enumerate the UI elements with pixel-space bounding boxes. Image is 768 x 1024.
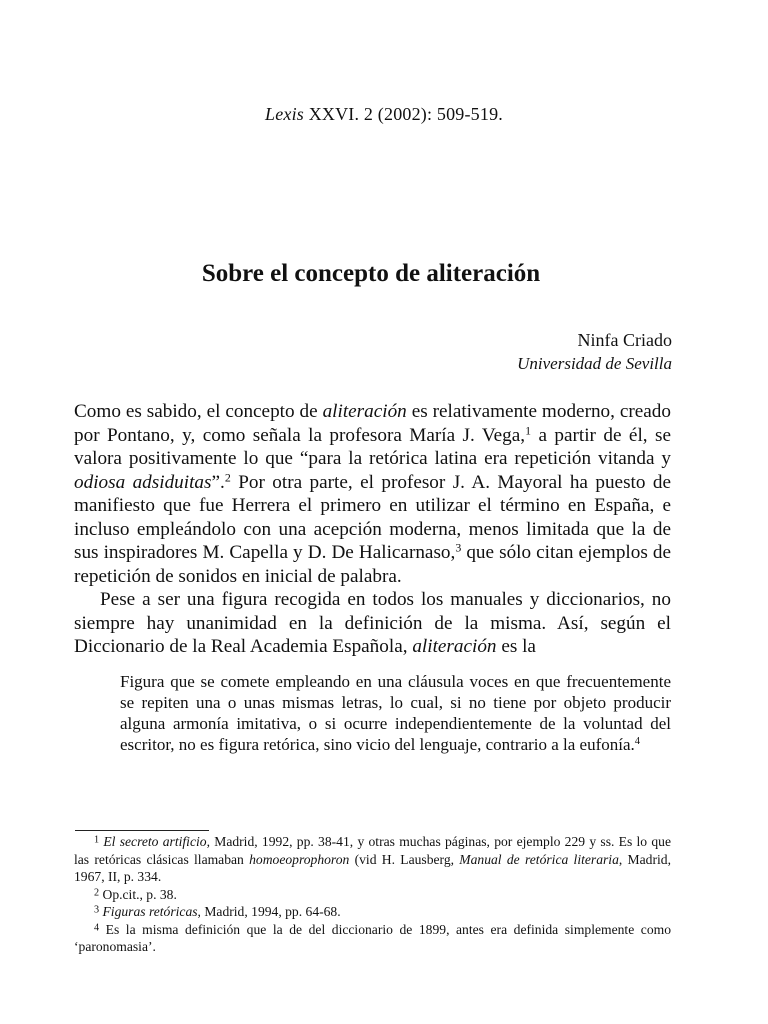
footnote-ref-2[interactable]: 2 xyxy=(224,469,231,484)
footnote-ref-3[interactable]: 3 xyxy=(455,540,462,555)
italic-term: homoeoprophoron xyxy=(249,851,350,867)
paragraph-1 xyxy=(74,400,671,588)
footnote-number: 1 xyxy=(94,834,100,846)
text-run: ”. xyxy=(211,471,225,493)
text-run: Por otra parte, el profesor J. A. Mayoral ha puesto de manifiesto que fue Herrera el primero en utilizar el término en España, e incluso empleándolo con una acepción moderna, menos limitada que la de sus inspiradores M. Capella y D. De Halicarnaso, xyxy=(74,471,671,563)
author-affiliation: Universidad de Sevilla xyxy=(517,354,672,373)
book-title: Manual de retórica literaria xyxy=(459,851,619,867)
text-run: Op.cit., p. 38. xyxy=(102,886,177,902)
footnotes xyxy=(74,833,671,956)
paragraph-2 xyxy=(74,588,671,659)
footnote-1 xyxy=(74,833,671,886)
text-run: Es la misma definición que la de del diccionario de 1899, antes era definida simplemente como ‘paronomasia’. xyxy=(74,921,671,954)
block-quote xyxy=(120,671,671,756)
article-title: Sobre el concepto de aliteración xyxy=(201,260,541,287)
italic-term: aliteración xyxy=(412,636,497,657)
footnote-2 xyxy=(74,886,671,904)
italic-term: aliteración xyxy=(322,401,407,422)
text-run: , Madrid, 1967, II, p. 334. xyxy=(74,851,671,884)
volume-pages: XXVI. 2 (2002): 509-519. xyxy=(308,104,503,124)
footnote-4 xyxy=(74,921,671,956)
footnote-ref-1[interactable]: 1 xyxy=(525,422,532,437)
text-run: (vid H. Lausberg, xyxy=(349,851,460,867)
text-run: , Madrid, 1994, pp. 64-68. xyxy=(197,904,341,919)
footnote-number: 2 xyxy=(94,886,100,898)
text-run: es la xyxy=(496,636,536,657)
journal-citation xyxy=(0,104,768,125)
article-body xyxy=(74,400,671,755)
text-run: , Madrid, 1992, pp. 38-41, y otras muchas páginas, por ejemplo 229 y ss. Es lo que las retóricas clásicas llamaban xyxy=(74,834,671,867)
footnote-divider xyxy=(75,830,209,831)
author-block xyxy=(517,329,672,375)
italic-latin-phrase: odiosa adsiduitas xyxy=(74,471,212,493)
book-title: Figuras retóricas xyxy=(102,904,198,919)
text-run: que sólo citan ejemplos de repetición de sonidos en inicial de palabra. xyxy=(74,542,671,587)
text-run: Como es sabido, el concepto de xyxy=(74,401,323,422)
footnote-3 xyxy=(74,903,671,921)
text-run: a partir de él, se valora positivamente lo que “para la retórica latina era repetición vitanda y xyxy=(74,424,671,469)
book-title: El secreto artificio xyxy=(103,834,207,849)
journal-name: Lexis xyxy=(265,104,304,124)
text-run: Pese a ser una figura recogida en todos los manuales y diccionarios, no siempre hay unanimidad en la definición de la misma. Así, según el Diccionario de la Real Academia Española, xyxy=(74,589,671,657)
author-name: Ninfa Criado xyxy=(577,330,672,350)
footnote-number: 3 xyxy=(94,904,100,916)
quote-text: Figura que se comete empleando en una cláusula voces en que frecuentemente se repiten una o unas mismas letras, lo cual, si no tiene por objeto producir alguna armonía imitativa, o si ocurre independientemente de la voluntad del escritor, no es figura retórica, sino vicio del lenguaje, contrario a la eufonía. xyxy=(120,671,671,755)
text-run: es relativamente moderno, creado por Pontano, y, como señala la profesora María J. Vega, xyxy=(74,401,671,446)
footnote-number: 4 xyxy=(94,921,100,933)
footnote-ref-4[interactable]: 4 xyxy=(634,736,641,748)
